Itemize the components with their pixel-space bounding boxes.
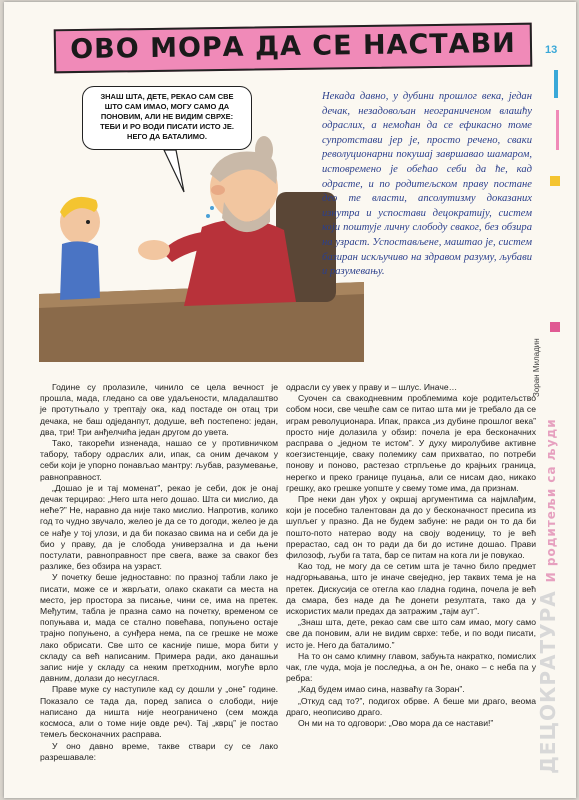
rail-segment — [554, 70, 558, 98]
paragraph: „Дошао је и тај моменат”, рекао је себи, док је онај дечак терцирао: „Него шта него дошао. Шта си мислио, да неће?” Не, наравно да није тако мислио. Напротив, колико год то чудно звучало, желео је да се то догоди, желео је да се нађе у тој улози, и да би показао свима на и себи да је био у праву, да је слобода универзална и да њени постулати, равноправност пре свега, важе за сваког без разлике, без обзира на узраст. — [40, 482, 278, 572]
speech-bubble — [82, 86, 252, 150]
paragraph: На то он само климну главом, забуњта накратко, помислих чак, гле чуда, моја је последња, а он ће, онако – с неба па у ребра: — [286, 650, 536, 684]
bubble-line: ШТО САМ ИМАО, МОГУ САМО ДА — [104, 102, 230, 111]
page-title: ОВО МОРА ДА СЕ НАСТАВИ — [69, 27, 516, 66]
paragraph: „Знаш шта, дете, рекао сам све што сам имао, могу само све да поновим, али не видим сврхе: тебе, и по води писати, исто је. Него да баталимо.” — [286, 617, 536, 650]
paragraph: У оно давно време, такве ствари су се лако разрешавале: — [40, 740, 278, 762]
intro-paragraph: Некада давно, у дубини прошлог века, један дечак, незадовољан неограниченом влашћу одраслих, а немоћан да се ефикасно томе супротстави јер је, просто речено, сваки револуционарни покушај завршавао шамаром, истовремено је обећао себи да ће, кад одрасте, и по родитељском праву постане део те власти, апсолутизму доказаних изнутра и успостави децократију, систем који поштује личну слободу сваког, без обзира на узраст. Успостављене, маштао је, систем базиран искључиво на здравом разуму, љубави и разумевању. — [322, 91, 532, 278]
paragraph: Он ми на то одговори: „Ово мора да се настави!” — [298, 718, 494, 729]
paragraph: „Откуд сад то?”, подигох обрве. А беше ми драго, веома драго, неописиво драго. — [286, 695, 536, 717]
bubble-line: ЗНАШ ШТА, ДЕТЕ, РЕКАО САМ СВЕ — [100, 92, 234, 101]
author-name: Зоран Миладин — [532, 338, 541, 397]
paragraph: Године су пролазиле, чинило се цела вечност је прошла, мада, гледано са ове удаљености, младалаштво је протутњало у трептају ока, кад постаде он отац три дечака, не баш одједанпут, додуше, већ постепено: један, два, три! Три анђелчића један другом до увета. — [40, 382, 278, 437]
rail-square-pink — [550, 322, 560, 332]
paragraph: „Кад будем имао сина, назваћу га Зоран”. — [298, 684, 465, 695]
paragraph: Пре неки дан уђох у окршај аргументима са најмлађим, који је посебно талентован да до у бесконачност пресипа из шупљег у празно. Да не будем забуне: не ради он то да би поштo-пото натерао воду на своју воденицу, то је већ прерастао, сад он то ради да би до истине дошао. Прави филозоф, љуби га тата, бар се питам на кога ли је повукао. — [286, 494, 536, 561]
article-column-2 — [286, 382, 536, 729]
bubble-line: ТЕБИ И РО ВОДИ ПИСАТИ ИСТО ЈЕ. — [100, 122, 234, 131]
paragraph: Суочен са свакодневним проблемима које родитељство собом носи, све чешће сам се питао шта ми је требало да се играм револуционара. Ипак, пракса „из дубине прошлог века” просто није долазила у обзир: почела је ера бесконачних расправа о „једном те истом”. У духу миролубиве активне коегзистенције, сваку полемику сам прихватао, по потреби понову и поново, растезао стрпљење до крајњих граница, нерегко и преко границе пуцања, али се нисам дао, никако грешку, ако грешке уопште у свему томе има, да признам. — [286, 393, 536, 493]
series-title — [536, 418, 560, 774]
paragraph: Као тод, не могу да се сетим шта је тачно било предмет надгорњавања, што је иначе свеједно, јер таквих тема је на претек. Дискусија се отегла као гладна година, почела је већ да смара, без наде да ће донети резултата, тако да у искористих мали предах да затражим „тајм аут”. — [286, 561, 536, 617]
paragraph: Тако, такорећи изненада, нашао се у противничком табору, табору одраслих али, ипак, са оним дечаком у себи који је упорно понављао мантру: љубав, разумевање, равноправност. — [40, 438, 278, 482]
rail-square-yellow — [550, 176, 560, 186]
article-column-1 — [40, 382, 278, 763]
series-title-main: ДЕЦОКРАТУРА — [536, 590, 560, 774]
bubble-line: НЕГО ДА БАТАЛИМО. — [127, 132, 207, 141]
page-number: 13 — [545, 44, 558, 56]
paragraph: одрасли су увек у праву и – шлус. Иначе… — [286, 382, 458, 392]
series-subtitle: И родитељи са људи — [544, 418, 558, 583]
paragraph: У почетку беше једноставно: по празној табли лако је писати, може се и жврљати, олако скакати са места на место, јер простора за писање, чини се, има на претек. Међутим, табла је празна само на почетку, временом се попуњава и, мада се стално повећава, попуњено остаје трајно попуњено, а сунђера нема, па се грешке не може лако обрисати. Све што се касније пише, мора бити у складу са већ написаним. Примера ради, ако данашњи запис није у складу са неким претходним, могуће врло давним, долази до несуглася. — [40, 572, 278, 684]
rail-segment — [556, 110, 559, 150]
bubble-line: ПОНОВИМ, АЛИ НЕ ВИДИМ СВРХЕ: — [100, 112, 234, 121]
magazine-page — [4, 2, 576, 798]
paragraph: Праве муке су наступиле кад су дошли у „оне” године. Показало се тада да, поред записа о слободи, није написано да ништа није неограничено (сем можда космоса, али о томе није овде реч). Тај „кврц” је постао темељ бесконачних расправа. — [40, 684, 278, 740]
